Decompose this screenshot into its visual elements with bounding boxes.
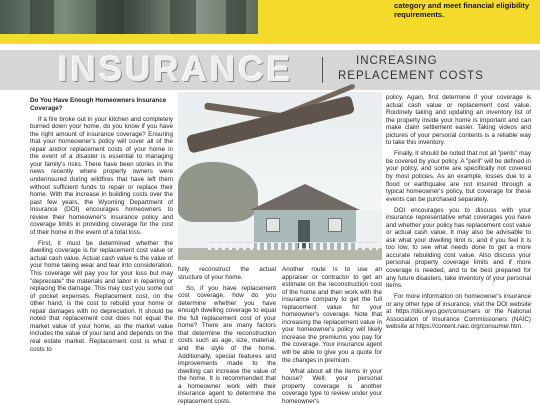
paragraph: policy. Again, first determine if your coverage is actual cash value or replacement cost value. Routinely taking and updating an inventory list of the property inside your home is important and can make claim settlement easier. Taking videos and pictures of your personal contents is a reliable way to take this inventory. bbox=[386, 94, 531, 147]
paragraph: fully reconstruct the actual structure of your home. bbox=[178, 266, 276, 281]
top-note: category and meet financial eligibility requirements. bbox=[394, 1, 530, 19]
article-column-3 bbox=[282, 266, 382, 405]
article-column-2 bbox=[178, 266, 276, 405]
paragraph: What about all the items in your house? Well, your personal property coverage is another coverage type to review under your homeowner's bbox=[282, 367, 382, 405]
section-header bbox=[0, 50, 540, 90]
page-title: INSURANCE bbox=[58, 50, 294, 89]
paragraph: Another route is to use an appraiser or contractor to get an estimate on the reconstruction cost of the home and then work with the insurance company to get the full replacement value for your homeowner's coverage. Note that increasing the replacement value in your homeowner's policy will likely increase the premiums you pay for the coverage. Your insurance agent will be able to give you a quote for the changes in premium. bbox=[282, 266, 382, 364]
subtitle-line-1: INCREASING bbox=[356, 55, 438, 67]
fallen-tree-house-photo bbox=[178, 92, 382, 260]
article-subheading: Do You Have Enough Homeowners Insurance Coverage? bbox=[30, 97, 167, 112]
header-divider bbox=[322, 57, 323, 83]
article-column-1 bbox=[30, 97, 173, 353]
paragraph: First, it must be determined whether the dwelling coverage is for replacement cost value or actual cash value. Actual cash value is the value of your home taking wear and tear into consideration. This coverage will pay you for your loss but may "depreciate" the materials and labor in repairing or replacing the damage. This may cost you some out of pocket expenses. Replacement cost, on the other hand, is the cost to rebuild your home or repair damages with no depreciation. It should be noted that replacement cost does not equal the market value of your home, as the market value includes the value of your land and depends on the real estate market. Replacement cost is what it costs to bbox=[30, 239, 173, 353]
paragraph: DOI encourages you to discuss with your insurance representative what coverages you have and whether your policy has replacement cost value or actual cash value. It may also be advisable to ask what your dwelling limit is, and if you feel it is too low, to see what needs done to get a more accurate rebuilding cost value. Also discuss your personal property coverage limits and if more coverage is needed, and to be best prepared for any future disasters, take inventory of your personal items. bbox=[386, 206, 531, 290]
paragraph: Finally, it should be noted that not all "perils" may be covered by your policy. A "peril" will be defined in your policy, and some are specifically not covered by most policies. As an example, losses due to a flood or earthquake are not insured through a typical homeowner's policy, but coverage for these events can be purchased separately. bbox=[386, 150, 531, 203]
top-strip bbox=[0, 0, 540, 44]
subtitle-line-2: REPLACEMENT COSTS bbox=[338, 70, 484, 82]
article-column-4 bbox=[386, 94, 531, 331]
paragraph: So, if you have replacement cost coverage, how do you determine whether you have enough dwelling coverage to equal the full replacement cost of your home? There are many factors that determine the reconstruction costs such as age, size, material, and the style of the home. Additionally, special features and improvements made to the dwelling can increase the value of the home. It is recommended that a homeowner work with their insurance agent to determine the replacement costs. bbox=[178, 284, 276, 405]
paragraph: For more information on homeowner's insurance or any other type of insurance, visit the DOI website at https://doi.wyo.gov/consumers or the National Association of Insurance Commissioners (NAIC) website at https://content.naic.org/consumer.htm. bbox=[386, 293, 531, 331]
paragraph: If a fire broke out in your kitchen and completely burned down your home, do you know if you have the right amount of insurance coverage? Ensuring that your homeowner's policy will cover all of the repair and/or replacement costs of your home in the event of a disaster is essential to managing your family's risks. There have been stories in the news recently where property owners were underinsured during wildfires that have left them without sufficient funds to repair or replace their home. With the increase in building costs over the past few years, the Wyoming Department of Insurance (DOI) encourages homeowners to review their homeowner's insurance policy and coverage limits in providing coverage for the cost of their home in the event of a total loss. bbox=[30, 115, 173, 236]
top-photo bbox=[0, 0, 258, 34]
